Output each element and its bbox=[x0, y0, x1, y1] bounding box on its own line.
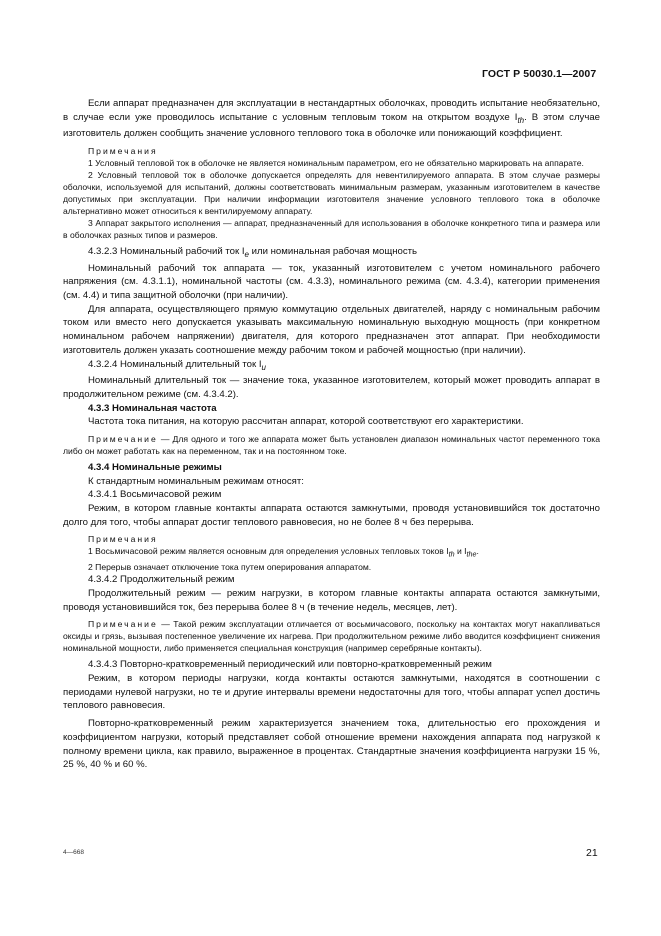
paragraph-intermittent-1: Режим, в котором периоды нагрузки, когда контакты остаются замкнутыми, находятся в соотношении с периодами нулевой нагрузки, но те и другие интервалы времени недостаточны для того, чтобы аппарат успел достичь теплового равновесия. bbox=[63, 673, 600, 712]
note-item: 1 Условный тепловой ток в оболочке не является номинальным параметром, его не обязательно маркировать на аппарате. bbox=[88, 158, 584, 169]
notes-block-2 bbox=[63, 533, 600, 573]
note-item: 2 Условный тепловой ток в оболочке допускается определять для невентилируемого аппарата. В этом случае размеры оболочки, используемой для испытаний, должны соответствовать минимальным размерам, указанным изготовителем в качестве допустимых при эксплуатации. При наличии информации изготовителя значение условного теплового тока в оболочке альтернативно может относиться к вентилируемому аппарату. bbox=[63, 170, 600, 217]
section-heading-433: 4.3.3 Номинальная частота bbox=[88, 402, 217, 414]
note-item: 1 Восьмичасовой режим является основным для определения условных тепловых токов $I_{th}$ и $I_{the}$. bbox=[88, 546, 479, 560]
section-heading-4323: 4.3.2.3 Номинальный рабочий ток $I_e$ или номинальная рабочая мощность bbox=[88, 246, 418, 259]
section-heading-4342: 4.3.4.2 Продолжительный режим bbox=[88, 574, 235, 586]
paragraph-frequency: Частота тока питания, на которую рассчитан аппарат, которой соответствуют его характеристики. bbox=[88, 416, 524, 428]
section-heading-4343: 4.3.4.3 Повторно-кратковременный периодический или повторно-кратковременный режим bbox=[88, 659, 492, 671]
notes-heading: Примечания bbox=[88, 146, 158, 157]
section-heading-4324: 4.3.2.4 Номинальный длительный ток $I_u$ bbox=[88, 358, 266, 372]
paragraph-intermittent-2: Повторно-кратковременный режим характеризуется значением тока, длительностью его прохождения и коэффициентом нагрузки, который представляет собой отношение времени нахождения аппарата под нагрузкой к полному времени цикла, как правило, выраженное в процентах. Стандартные значения коэффициента нагрузки 15 %, 25 %, 40 % и 60 %. bbox=[63, 718, 600, 771]
notes-heading: Примечания bbox=[88, 534, 158, 545]
note-continuous: Примечание — Такой режим эксплуатации отличается от восьмичасового, поскольку на контактах могут накапливаться оксиды и грязь, вызывая постепенное увеличение их нагрева. При продолжительном режиме либо вводится коэффициент снижения номинальной мощности, либо применяется специальная конструкция (например серебряные контакты). bbox=[63, 619, 600, 654]
paragraph-enclosure: Если аппарат предназначен для эксплуатации в нестандартных оболочках, проводить испытание необязательно, в случае если уже проводилось испытание с условным тепловым током на открытом воздухе $I_{th}$. В этом случае изготовитель должен сообщить значение условного теплового тока в оболочке или понижающий коэффициент. bbox=[63, 98, 601, 140]
note-item: 2 Перерыв означает отключение тока путем оперирования аппаратом. bbox=[88, 562, 372, 573]
paragraph-8h-mode: Режим, в котором главные контакты аппарата остаются замкнутыми, проводя установившийся ток достаточно долго для того, чтобы аппарат достиг теплового равновесия, но не более 8 ч без перерыва. bbox=[63, 503, 600, 528]
paragraph-standard-modes: К стандартным номинальным режимам относят: bbox=[88, 475, 304, 487]
paragraph-motor: Для аппарата, осуществляющего прямую коммутацию отдельных двигателей, наряду с номинальным рабочим током или вместо него допускается указывать максимальную номинальную выходную мощность (при конкретном номинальном рабочем напряжении) двигателя, для которого предназначен этот аппарат. При необходимости изготовитель должен указать соотношение между рабочим током и рабочей мощностью (при наличии). bbox=[63, 303, 600, 356]
section-heading-4341: 4.3.4.1 Восьмичасовой режим bbox=[88, 489, 222, 501]
paragraph-continuous-mode: Продолжительный режим — режим нагрузки, в котором главные контакты аппарата остаются замкнутыми, проводя установившийся ток, без перерыва более 8 ч (в течение недель, месяцев, лет). bbox=[63, 587, 600, 613]
page-body bbox=[63, 97, 600, 772]
section-heading-434: 4.3.4 Номинальные режимы bbox=[88, 461, 222, 473]
page-number: 21 bbox=[586, 847, 598, 859]
notes-block-1 bbox=[63, 145, 600, 241]
paragraph-rated-current: Номинальный рабочий ток аппарата — ток, указанный изготовителем с учетом номинального рабочего напряжения (см. 4.3.1.1), номинальной частоты (см. 4.3.3), номинального режима (см. 4.3.4), категории применения (см. 4.4) и типа защитной оболочки (при наличии). bbox=[63, 262, 600, 302]
note-frequency: Примечание — Для одного и того же аппарата может быть установлен диапазон номинальных частот переменного тока либо он может работать как на переменном, так и на постоянном токе. bbox=[63, 433, 600, 456]
footer-print-code: 4—668 bbox=[63, 849, 84, 856]
paragraph-uninterrupted-current: Номинальный длительный ток — значение тока, указанное изготовителем, который может проводить аппарат в продолжительном режиме (см. 4.3.4.2). bbox=[63, 375, 600, 400]
document-header-id: ГОСТ Р 50030.1—2007 bbox=[482, 68, 597, 80]
note-item: 3 Аппарат закрытого исполнения — аппарат, предназначенный для использования в оболочке конкретного типа и размера или в оболочках разных типов и размеров. bbox=[63, 218, 600, 241]
